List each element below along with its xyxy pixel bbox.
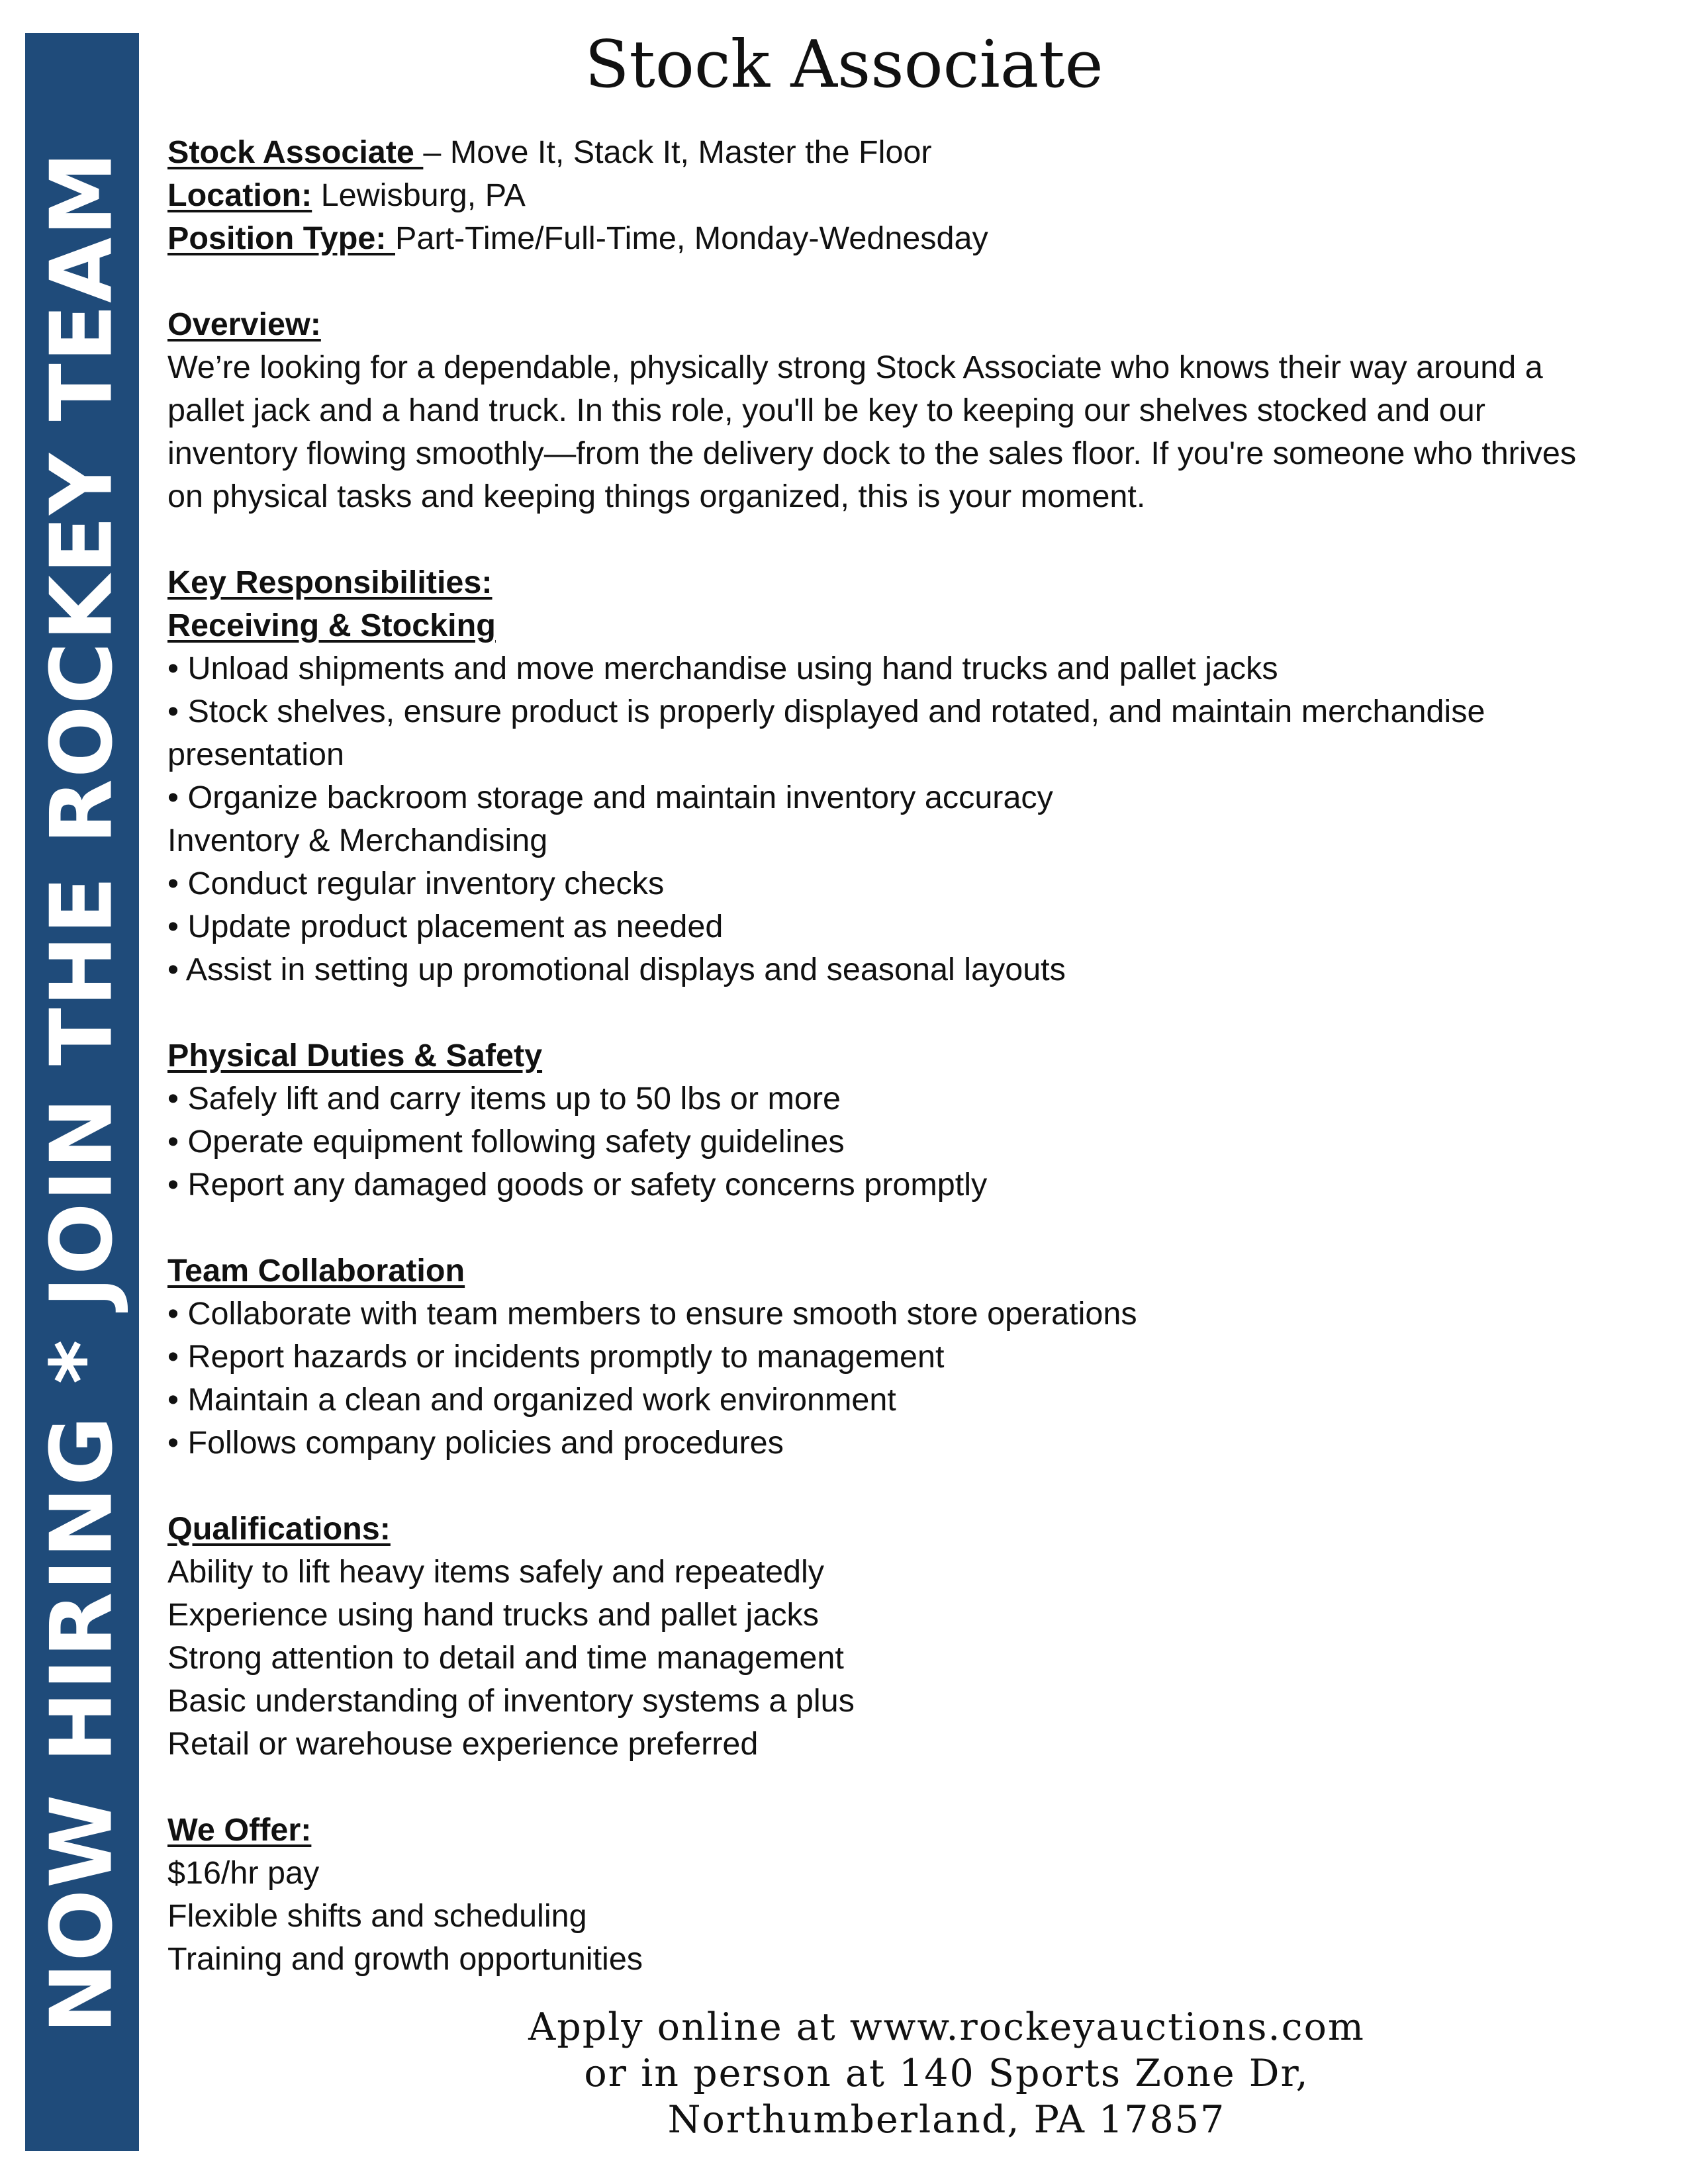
role-line (167, 131, 1657, 174)
banner-text: NOW HIRING * JOIN THE ROCKEY TEAM (32, 150, 132, 2034)
list-item: presentation (167, 737, 344, 772)
list-item: • Conduct regular inventory checks (167, 866, 665, 901)
side-banner (25, 33, 139, 2151)
overview-text: pallet jack and a hand truck. In this role, you'll be key to keeping our shelves stocked and our (167, 392, 1485, 428)
list-item: • Safely lift and carry items up to 50 lbs or more (167, 1081, 841, 1116)
location-value: Lewisburg, PA (312, 177, 526, 213)
list-item: Training and growth opportunities (167, 1941, 643, 1977)
list-item: • Report hazards or incidents promptly to management (167, 1339, 945, 1375)
team-section (167, 1250, 1657, 1293)
team-heading: Team Collaboration (167, 1253, 465, 1289)
overview-text: We’re looking for a dependable, physically strong Stock Associate who knows their way around a (167, 349, 1543, 385)
physical-heading: Physical Duties & Safety (167, 1038, 543, 1073)
list-item: • Assist in setting up promotional displays and seasonal layouts (167, 952, 1066, 987)
overview-heading: Overview: (167, 306, 321, 342)
list-item: • Unload shipments and move merchandise using hand trucks and pallet jacks (167, 651, 1278, 686)
list-item: Basic understanding of inventory systems a plus (167, 1683, 855, 1719)
location-label: Location: (167, 177, 312, 213)
list-item: • Organize backroom storage and maintain inventory accuracy (167, 780, 1053, 815)
list-item: Strong attention to detail and time management (167, 1640, 844, 1676)
list-item: Retail or warehouse experience preferred (167, 1726, 759, 1762)
inventory-heading: Inventory & Merchandising (167, 823, 548, 858)
list-item: • Collaborate with team members to ensure smooth store operations (167, 1296, 1137, 1332)
offer-section (167, 1809, 1657, 1852)
list-item: Ability to lift heavy items safely and repeatedly (167, 1554, 825, 1590)
overview-text: on physical tasks and keeping things organized, this is your moment. (167, 478, 1146, 514)
responsibilities-heading: Key Responsibilities: (167, 565, 492, 600)
location-line (167, 174, 1657, 217)
list-item: • Operate equipment following safety guidelines (167, 1124, 845, 1160)
list-item: • Follows company policies and procedures (167, 1425, 784, 1461)
overview-text: inventory flowing smoothly—from the delivery dock to the sales floor. If you're someone who thrives (167, 435, 1577, 471)
list-item: • Maintain a clean and organized work environment (167, 1382, 896, 1418)
list-item: • Report any damaged goods or safety concerns promptly (167, 1167, 988, 1203)
page-title: Stock Associate (585, 27, 1103, 103)
role-text: – Move It, Stack It, Master the Floor (423, 134, 932, 170)
receiving-heading: Receiving & Stocking (167, 608, 496, 643)
qualifications-section (167, 1508, 1657, 1551)
apply-city-line: Northumberland, PA 17857 (667, 2098, 1226, 2142)
responsibilities-section (167, 561, 1657, 604)
list-item: • Update product placement as needed (167, 909, 724, 944)
list-item: Flexible shifts and scheduling (167, 1898, 587, 1934)
apply-online-line: Apply online at www.rockeyauctions.com (528, 2005, 1365, 2049)
role-label: Stock Associate (167, 134, 424, 170)
apply-footer (410, 2004, 1483, 2143)
apply-address-line: or in person at 140 Sports Zone Dr, (584, 2052, 1309, 2095)
receiving-subsection (167, 604, 1657, 647)
physical-section (167, 1034, 1657, 1077)
position-type-label: Position Type: (167, 220, 395, 256)
list-item: Experience using hand trucks and pallet jacks (167, 1597, 820, 1633)
position-type-line (167, 217, 1657, 260)
list-item: $16/hr pay (167, 1855, 320, 1891)
overview-section (167, 303, 1657, 346)
job-description (167, 131, 1657, 1981)
position-type-value: Part-Time/Full-Time, Monday-Wednesday (395, 220, 988, 256)
qualifications-heading: Qualifications: (167, 1511, 391, 1547)
offer-heading: We Offer: (167, 1812, 312, 1848)
list-item: • Stock shelves, ensure product is properly displayed and rotated, and maintain merchandise (167, 694, 1485, 729)
